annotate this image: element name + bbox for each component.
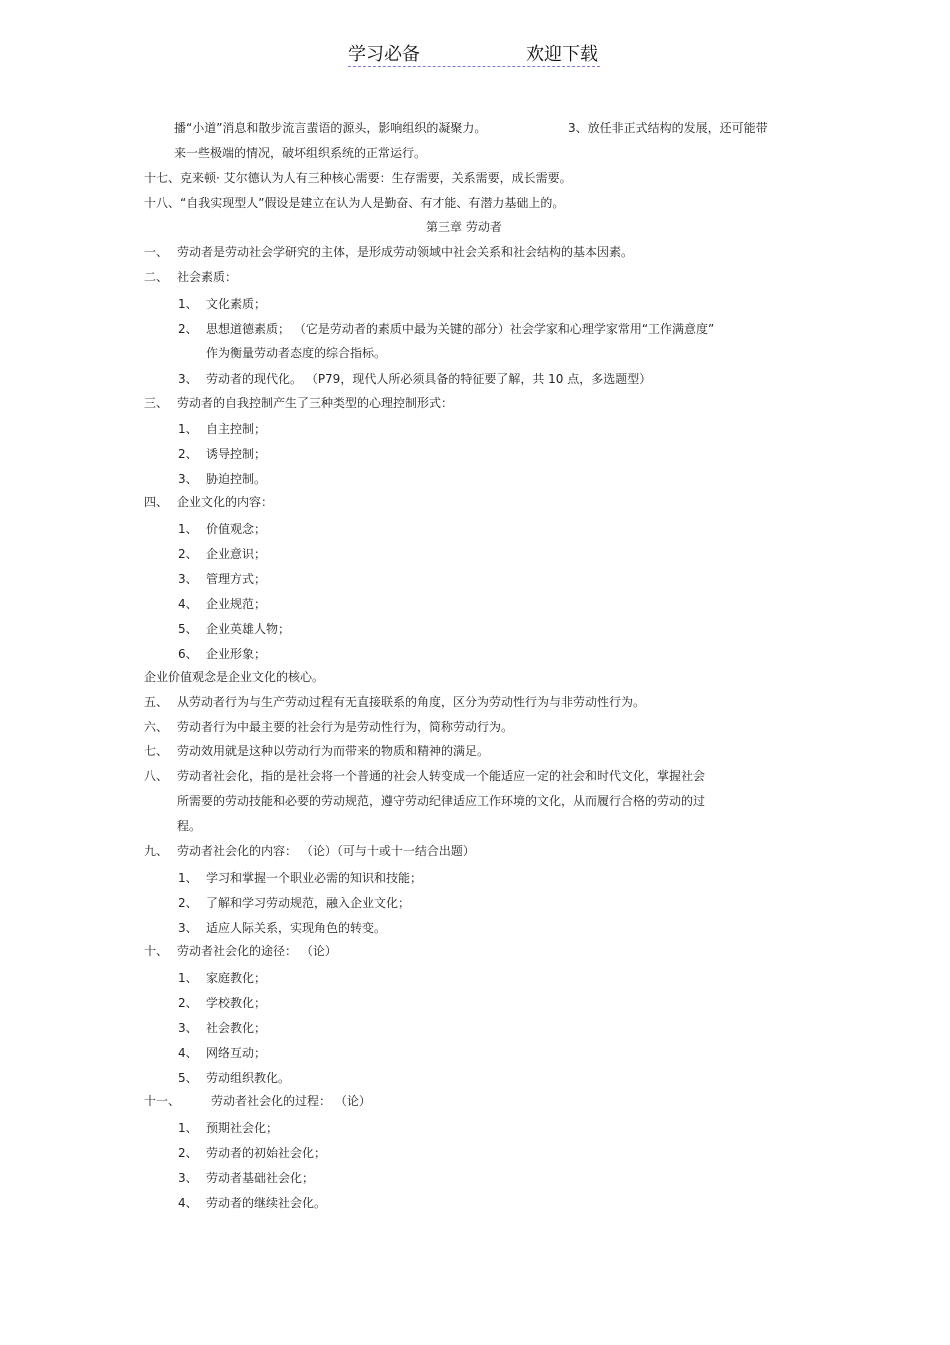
item-3-sub-3-number: 3、 [178, 472, 198, 486]
item-3-sub-2-number: 2、 [178, 447, 198, 461]
item-4-sub-1-text: 价值观念； [206, 522, 267, 536]
item-2-sub-2-cont: 作为衡量劳动者态度的综合指标。 [206, 346, 387, 360]
item-11-sub-2-number: 2、 [178, 1146, 198, 1160]
item-7-number: 七、 [144, 744, 169, 758]
item-3-sub-2-text: 诱导控制； [206, 447, 267, 461]
item-11-sub-3-text: 劳动者基础社会化； [206, 1171, 315, 1185]
item-2-sub-2-text: 思想道德素质； （它是劳动者的素质中最为关键的部分）社会学家和心理学家常用“工作满意度” [206, 322, 715, 336]
item-11-sub-4-number: 4、 [178, 1196, 198, 1210]
item-9-sub-1-text: 学习和掌握一个职业必需的知识和技能； [206, 871, 423, 885]
item-11-number: 十一、 [144, 1094, 181, 1108]
item-4-sub-4-number: 4、 [178, 597, 198, 611]
item-10-sub-3-text: 社会教化； [206, 1021, 267, 1035]
item-17: 十七、克来顿· 艾尔德认为人有三种核心需要：生存需要，关系需要，成长需要。 [144, 171, 572, 185]
item-10-text: 劳动者社会化的途径： （论） [177, 944, 337, 958]
item-9-sub-3-text: 适应人际关系，实现角色的转变。 [206, 921, 387, 935]
item-2-text: 社会素质： [177, 270, 238, 284]
item-11-sub-4-text: 劳动者的继续社会化。 [206, 1196, 327, 1210]
item-10-sub-1-text: 家庭教化； [206, 971, 267, 985]
item-9-sub-2-text: 了解和学习劳动规范，融入企业文化； [206, 896, 411, 910]
header-left-text: 学习必备 [348, 44, 420, 65]
item-4-sub-3-number: 3、 [178, 572, 198, 586]
page-header [348, 40, 600, 67]
item-10-sub-5-number: 5、 [178, 1071, 198, 1085]
item-4-sub-1-number: 1、 [178, 522, 198, 536]
item-9-sub-2-number: 2、 [178, 896, 198, 910]
item-11-sub-1-text: 预期社会化； [206, 1121, 279, 1135]
item-9-text: 劳动者社会化的内容： （论）（可与十或十一结合出题） [177, 844, 475, 858]
item-3-number: 三、 [144, 396, 169, 410]
item-7-text: 劳动效用就是这种以劳动行为而带来的物质和精神的满足。 [177, 744, 490, 758]
item-8-text: 劳动者社会化，指的是社会将一个普通的社会人转变成一个能适应一定的社会和时代文化，掌握社会 [177, 769, 706, 783]
item-3-sub-1-number: 1、 [178, 422, 198, 436]
item-3-text: 劳动者的自我控制产生了三种类型的心理控制形式： [177, 396, 454, 410]
item-10-sub-4-number: 4、 [178, 1046, 198, 1060]
item-4-sub-4-text: 企业规范； [206, 597, 267, 611]
item-2-sub-3-number: 3、 [178, 372, 198, 386]
item-4-sub-5-number: 5、 [178, 622, 198, 636]
item-9-sub-3-number: 3、 [178, 921, 198, 935]
item-2-sub-1-number: 1、 [178, 297, 198, 311]
item-18: 十八、“自我实现型人”假设是建立在认为人是勤奋、有才能、有潜力基础上的。 [144, 196, 565, 210]
item-4-sub-3-text: 管理方式； [206, 572, 267, 586]
continued-line-2: 来一些极端的情况，破坏组织系统的正常运行。 [174, 146, 427, 160]
continued-line-1b: 3、放任非正式结构的发展，还可能带 [568, 121, 768, 135]
item-10-number: 十、 [144, 944, 169, 958]
item-3-sub-3-text: 胁迫控制。 [206, 472, 267, 486]
item-2-sub-1-text: 文化素质； [206, 297, 267, 311]
item-11-sub-1-number: 1、 [178, 1121, 198, 1135]
item-10-sub-5-text: 劳动组织教化。 [206, 1071, 291, 1085]
item-4-text: 企业文化的内容： [177, 495, 274, 509]
item-8-cont-1: 所需要的劳动技能和必要的劳动规范，遵守劳动纪律适应工作环境的文化，从而履行合格的劳动的过 [177, 794, 706, 808]
item-10-sub-4-text: 网络互动； [206, 1046, 267, 1060]
item-9-sub-1-number: 1、 [178, 871, 198, 885]
item-10-sub-2-number: 2、 [178, 996, 198, 1010]
header-right-text: 欢迎下载 [526, 44, 598, 65]
item-4-note: 企业价值观念是企业文化的核心。 [144, 670, 325, 684]
item-4-sub-6-text: 企业形象； [206, 647, 267, 661]
item-4-sub-5-text: 企业英雄人物； [206, 622, 291, 636]
item-4-sub-2-text: 企业意识； [206, 547, 267, 561]
item-1-number: 一、 [144, 245, 169, 259]
chapter-title: 第三章 劳动者 [426, 220, 502, 234]
item-8-number: 八、 [144, 769, 169, 783]
item-10-sub-3-number: 3、 [178, 1021, 198, 1035]
item-4-number: 四、 [144, 495, 169, 509]
item-1-text: 劳动者是劳动社会学研究的主体，是形成劳动领域中社会关系和社会结构的基本因素。 [177, 245, 634, 259]
item-10-sub-2-text: 学校教化； [206, 996, 267, 1010]
item-8-cont-2: 程。 [177, 819, 202, 833]
item-2-sub-2-number: 2、 [178, 322, 198, 336]
item-6-text: 劳动者行为中最主要的社会行为是劳动性行为，简称劳动行为。 [177, 720, 514, 734]
item-11-sub-3-number: 3、 [178, 1171, 198, 1185]
item-9-number: 九、 [144, 844, 169, 858]
continued-line-1: 播“小道”消息和散步流言蜚语的源头，影响组织的凝聚力。 [174, 121, 487, 135]
item-3-sub-1-text: 自主控制； [206, 422, 267, 436]
item-2-number: 二、 [144, 270, 169, 284]
item-11-sub-2-text: 劳动者的初始社会化； [206, 1146, 327, 1160]
item-4-sub-2-number: 2、 [178, 547, 198, 561]
item-10-sub-1-number: 1、 [178, 971, 198, 985]
item-2-sub-3-text: 劳动者的现代化。 （P79，现代人所必须具备的特征要了解，共 10 点，多选题型） [206, 372, 652, 386]
item-11-text: 劳动者社会化的过程： （论） [211, 1094, 371, 1108]
item-5-text: 从劳动者行为与生产劳动过程有无直接联系的角度，区分为劳动性行为与非劳动性行为。 [177, 695, 646, 709]
item-5-number: 五、 [144, 695, 169, 709]
item-4-sub-6-number: 6、 [178, 647, 198, 661]
item-6-number: 六、 [144, 720, 169, 734]
